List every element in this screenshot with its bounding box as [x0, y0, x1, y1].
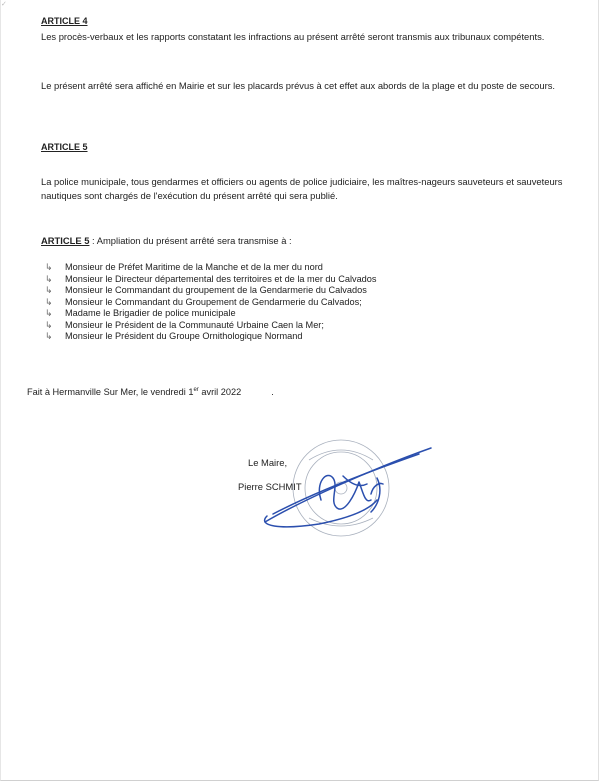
recipient-text: Monsieur le Président du Groupe Ornithologique Normand	[65, 331, 303, 341]
arrow-bullet-icon: ↳	[45, 296, 53, 307]
recipient-text: Monsieur le Commandant du groupement de la Gendarmerie du Calvados	[65, 285, 367, 295]
article-4-paragraph-1: Les procès-verbaux et les rapports constatant les infractions au présent arrêté seront transmis aux tribunaux compétents.	[41, 31, 545, 42]
arrow-bullet-icon: ↳	[45, 308, 53, 318]
arrow-bullet-icon: ↳	[45, 331, 53, 341]
recipient-item	[45, 274, 377, 286]
mayor-title: Le Maire,	[248, 457, 288, 468]
recipient-item	[45, 262, 377, 274]
arrow-bullet-icon: ↳	[45, 262, 53, 272]
article-5-paragraph: La police municipale, tous gendarmes et officiers ou agents de police judiciaire, les maîtres-nageurs sauveteurs et sauveteurs nautiques sont chargés de l'exécution du présent arrêté qui sera publié.	[41, 176, 563, 201]
recipient-list	[45, 262, 377, 343]
arrow-bullet-icon: ↳	[45, 273, 53, 284]
ampliation-label: ARTICLE 5	[41, 235, 90, 246]
fait-prefix: Fait à Hermanville Sur Mer, le vendredi 1	[27, 387, 194, 398]
seal-stamp	[293, 440, 389, 536]
recipient-text: Monsieur le Président de la Communauté Urbaine Caen la Mer;	[65, 319, 324, 330]
fait-dot: .	[271, 387, 274, 398]
arrow-bullet-icon: ↳	[45, 285, 53, 295]
ampliation-line	[41, 235, 292, 246]
recipient-text: Monsieur le Directeur départemental des territoires et de la mer du Calvados	[65, 273, 377, 284]
recipient-text: Monsieur le Commandant du Groupement de Gendarmerie du Calvados;	[65, 296, 362, 307]
mayor-name: Pierre SCHMIT	[238, 481, 302, 492]
recipient-item	[45, 320, 377, 332]
article-4-paragraph-2: Le présent arrêté sera affiché en Mairie et sur les placards prévus à cet effet aux abords de la plage et du poste de secours.	[41, 80, 556, 91]
corner-mark: ✓	[1, 1, 7, 8]
fait-sup: er	[193, 387, 199, 393]
fait-line	[27, 387, 274, 397]
recipient-text: Monsieur de Préfet Maritime de la Manche et de la mer du nord	[65, 262, 323, 272]
recipient-text: Madame le Brigadier de police municipale	[65, 308, 236, 318]
article-4-heading: ARTICLE 4	[41, 16, 88, 26]
recipient-item	[45, 331, 377, 343]
article-5-heading: ARTICLE 5	[41, 142, 88, 152]
ampliation-text: : Ampliation du présent arrêté sera transmise à :	[89, 235, 292, 246]
recipient-item	[45, 308, 377, 320]
fait-suffix: avril 2022	[198, 387, 242, 398]
recipient-item	[45, 285, 377, 297]
arrow-bullet-icon: ↳	[45, 319, 53, 330]
recipient-item	[45, 297, 377, 309]
